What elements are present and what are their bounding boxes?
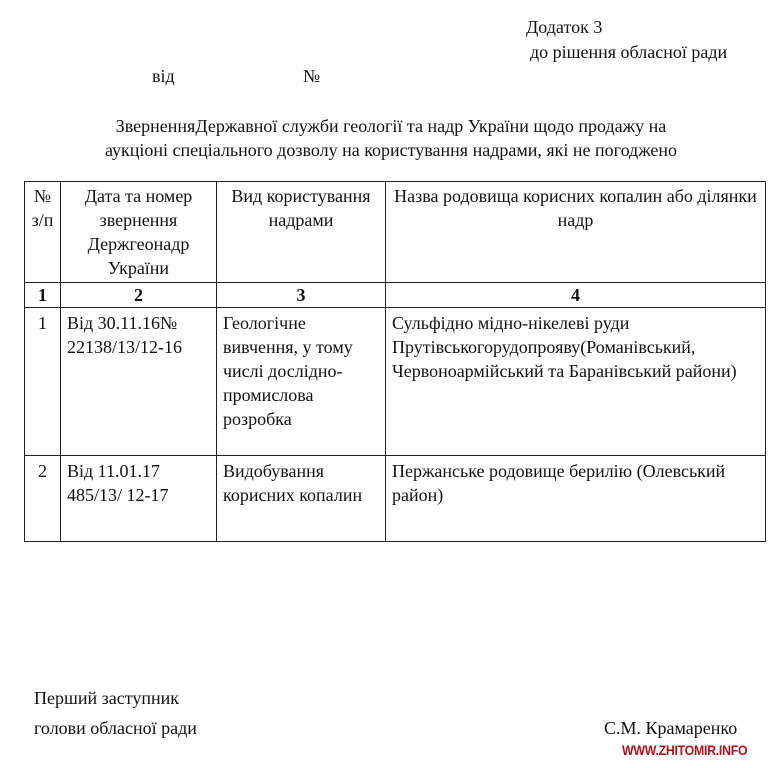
column-number: 1 — [25, 283, 61, 308]
column-number: 3 — [217, 283, 386, 308]
row-date: Від 11.01.17 — [67, 461, 160, 481]
row-deposit: Сульфідно мідно-нікелеві руди Прутівськогорудопрояву(Романівський, Червоноармійський та Баранівський райони) — [386, 308, 766, 456]
table-row — [25, 456, 766, 542]
title-line-1: ЗверненняДержавної служби геології та надр України щодо продажу на — [115, 116, 667, 136]
table-header-row — [25, 182, 766, 283]
column-number: 2 — [61, 283, 217, 308]
document-title — [0, 114, 782, 162]
site-watermark: WWW.ZHITOMIR.INFO — [622, 742, 748, 758]
row-usage-type: Видобування корисних копалин — [217, 456, 386, 542]
row-number: 2 — [25, 456, 61, 542]
title-line-2: аукціоні спеціального дозволу на користування надрами, які не погоджено — [104, 140, 678, 160]
signatory-position-line-1: Перший заступник — [34, 688, 179, 708]
annex-title: Додаток 3 — [526, 17, 603, 37]
row-date: Від 30.11.16№ — [67, 313, 178, 333]
row-deposit: Пержанське родовище берилію (Олевський район) — [386, 456, 766, 542]
table-row — [25, 308, 766, 456]
header-number: № з/п — [25, 182, 61, 283]
row-number: 1 — [25, 308, 61, 456]
row-date-number — [61, 308, 217, 456]
row-reg-number: 22138/13/12-16 — [67, 337, 182, 357]
header-deposit-name: Назва родовища корисних копалин або ділянки надр — [386, 182, 766, 283]
row-date-number — [61, 456, 217, 542]
annex-subtitle: до рішення обласної ради — [530, 42, 728, 62]
number-label: № — [303, 66, 321, 86]
row-reg-number: 485/13/ 12-17 — [67, 485, 169, 505]
date-label: від — [152, 66, 175, 86]
header-date-number: Дата та номер звернення Держгеонадр України — [61, 182, 217, 283]
column-numbers-row — [25, 283, 766, 308]
signatory-name: С.М. Крамаренко — [604, 718, 738, 738]
signatory-position-line-2: голови обласної ради — [34, 718, 197, 738]
row-usage-type: Геологічне вивчення, у тому числі дослідно-промислова розробка — [217, 308, 386, 456]
header-usage-type: Вид користування надрами — [217, 182, 386, 283]
appeals-table — [24, 181, 766, 542]
column-number: 4 — [386, 283, 766, 308]
